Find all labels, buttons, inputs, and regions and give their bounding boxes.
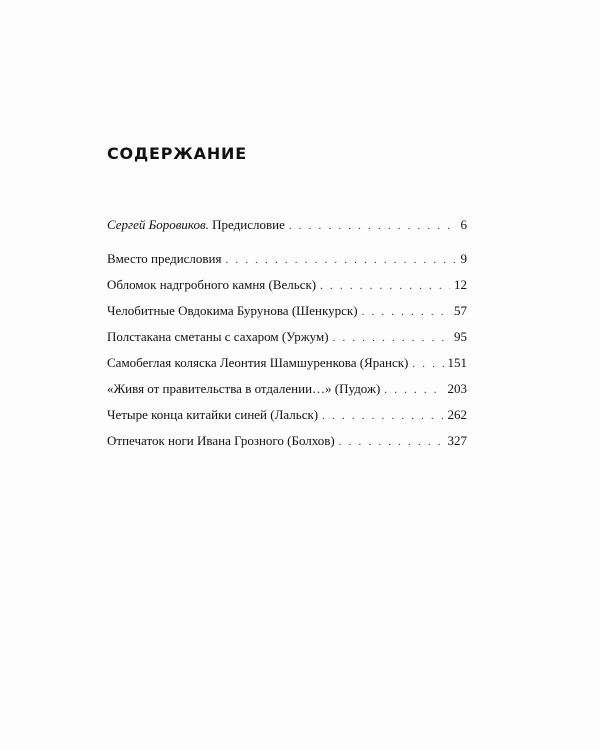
- toc-entry-preface[interactable]: [107, 212, 467, 238]
- toc-entry-title: Самобеглая коляска Леонтия Шамшуренкова (Яранск): [107, 355, 409, 370]
- toc-entry[interactable]: [107, 428, 467, 454]
- toc-entry-page: 9: [460, 251, 467, 266]
- toc-entry-title-text: Предисловие: [212, 217, 285, 232]
- dot-leader: [333, 325, 450, 351]
- dot-leader: [225, 247, 456, 273]
- toc-entry-title: Четыре конца китайки синей (Лальск): [107, 407, 319, 422]
- toc-entry[interactable]: [107, 376, 467, 402]
- toc-entry[interactable]: [107, 246, 467, 272]
- toc-entry-author: Сергей Боровиков.: [107, 217, 209, 232]
- dot-leader: [289, 213, 457, 239]
- toc-entry[interactable]: [107, 272, 467, 298]
- dot-leader: [384, 377, 443, 403]
- toc-entry[interactable]: [107, 324, 467, 350]
- toc-list: [107, 246, 467, 454]
- toc-entry-page: 6: [460, 217, 467, 232]
- toc-entry-title: Полстакана сметаны с сахаром (Уржум): [107, 329, 329, 344]
- dot-leader: [412, 351, 443, 377]
- toc-entry[interactable]: [107, 350, 467, 376]
- toc-entry-page: 151: [447, 355, 467, 370]
- toc-entry-page: 12: [454, 277, 467, 292]
- toc-entry-title: [107, 212, 285, 238]
- toc-entry-title: Челобитные Овдокима Бурунова (Шенкурск): [107, 303, 358, 318]
- toc-entry-page: 203: [447, 381, 467, 396]
- toc-entry-page: 95: [454, 329, 467, 344]
- dot-leader: [339, 429, 444, 455]
- dot-leader: [322, 403, 443, 429]
- dot-leader: [362, 299, 450, 325]
- toc-entry[interactable]: [107, 298, 467, 324]
- toc-entry[interactable]: [107, 402, 467, 428]
- toc-entry-page: 327: [447, 433, 467, 448]
- toc-entry-title: «Живя от правительства в отдалении…» (Пудож): [107, 381, 381, 396]
- toc-entry-title: Обломок надгробного камня (Вельск): [107, 277, 317, 292]
- toc-entry-page: 262: [447, 407, 467, 422]
- dot-leader: [320, 273, 450, 299]
- page-title: СОДЕРЖАНИЕ: [107, 144, 247, 163]
- toc-entry-title: Вместо предисловия: [107, 251, 222, 266]
- toc-entry-title: Отпечаток ноги Ивана Грозного (Болхов): [107, 433, 335, 448]
- toc-preface-list: [107, 212, 467, 238]
- toc-entry-page: 57: [454, 303, 467, 318]
